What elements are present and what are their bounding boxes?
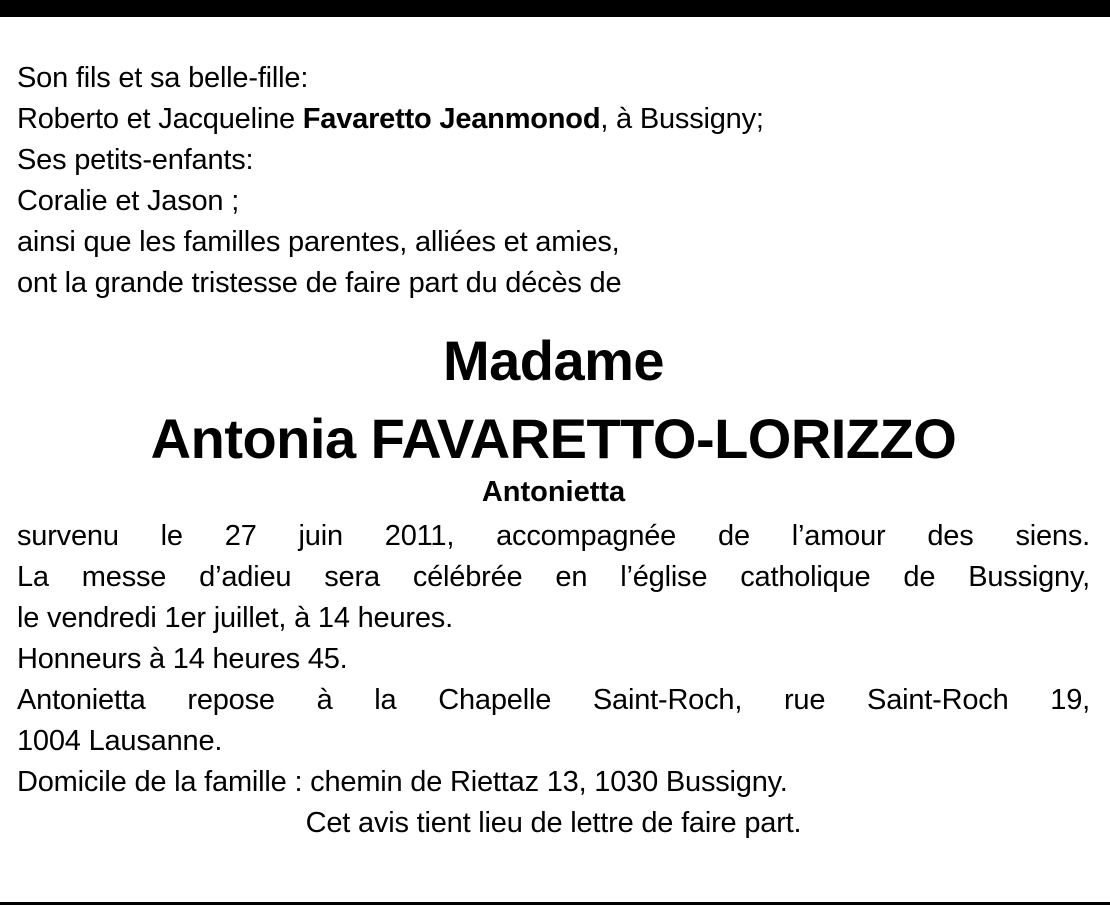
details-line-7: Domicile de la famille : chemin de Riettaz 13, 1030 Bussigny. bbox=[17, 766, 788, 798]
deceased-title: Madame bbox=[442, 329, 665, 392]
details-line-1: survenu le 27 juin 2011, accompagnée de l’amour des siens. bbox=[17, 520, 1090, 552]
deceased-name: Antonia FAVARETTO-LORIZZO bbox=[150, 407, 957, 470]
details-line-5: Antonietta repose à la Chapelle Saint-Roch, rue Saint-Roch 19, bbox=[17, 684, 1090, 716]
intro-line-2-prefix: Roberto et Jacqueline bbox=[17, 103, 303, 135]
family-surname: Favaretto Jeanmonod bbox=[302, 103, 601, 135]
family-announcement bbox=[17, 58, 1090, 304]
details-line-2: La messe d’adieu sera célébrée en l’église catholique de Bussigny, bbox=[17, 561, 1090, 593]
top-border-rule bbox=[0, 0, 1110, 17]
intro-line-3: Ses petits-enfants: bbox=[17, 144, 254, 176]
intro-line-5: ainsi que les familles parentes, alliées et amies, bbox=[17, 226, 620, 258]
obituary-notice bbox=[17, 58, 1090, 844]
intro-line-1: Son fils et sa belle-fille: bbox=[17, 62, 309, 94]
details-line-6: 1004 Lausanne. bbox=[17, 725, 223, 757]
intro-line-4: Coralie et Jason ; bbox=[17, 185, 240, 217]
closing-line: Cet avis tient lieu de lettre de faire part. bbox=[305, 807, 802, 839]
details-line-4: Honneurs à 14 heures 45. bbox=[17, 643, 348, 675]
intro-line-2 bbox=[17, 99, 1090, 140]
deceased-nickname: Antonietta bbox=[481, 476, 626, 508]
intro-line-6: ont la grande tristesse de faire part du décès de bbox=[17, 267, 622, 299]
bottom-border-rule bbox=[0, 902, 1110, 905]
details-line-3: le vendredi 1er juillet, à 14 heures. bbox=[17, 602, 453, 634]
funeral-details bbox=[17, 516, 1090, 844]
intro-line-2-suffix: , à Bussigny; bbox=[600, 103, 764, 135]
